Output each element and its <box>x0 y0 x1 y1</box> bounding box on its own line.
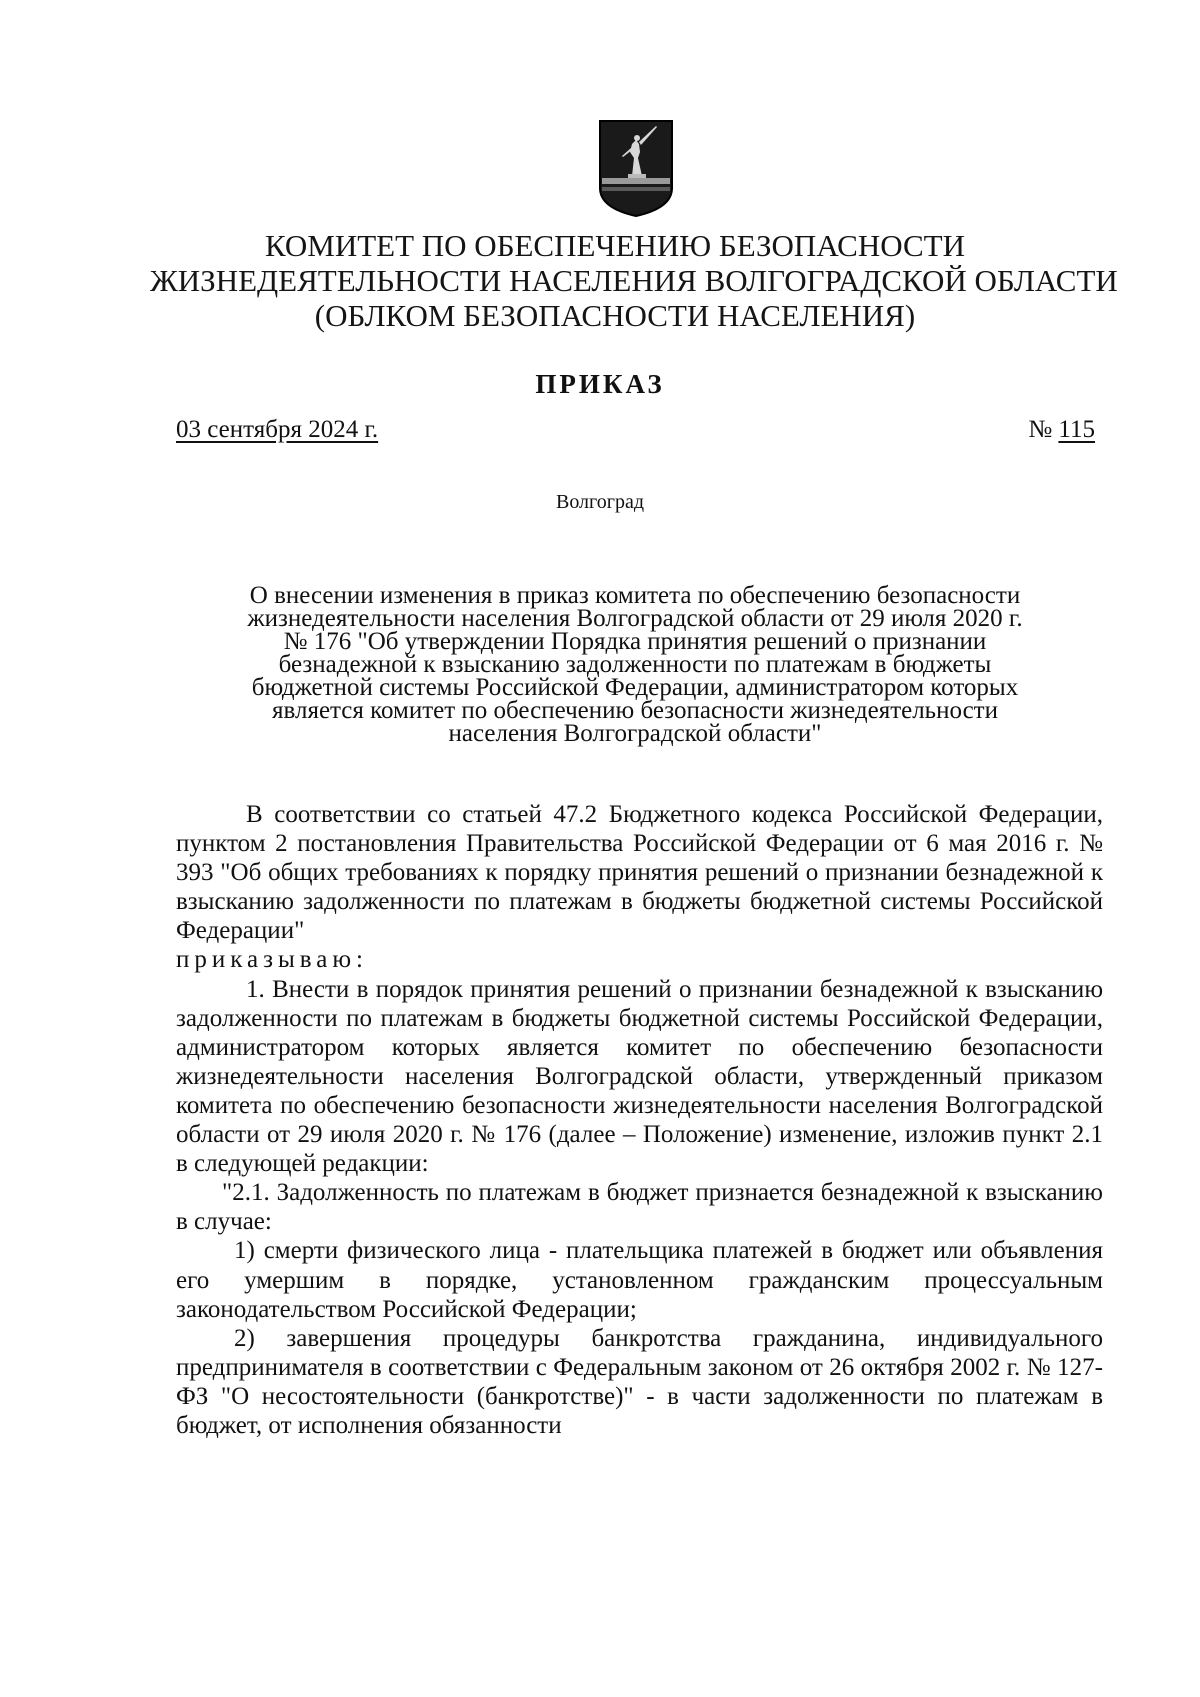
agency-name <box>150 228 1118 333</box>
number-prefix: № <box>1028 416 1053 443</box>
subject-line: безнадежной к взысканию задолженности по платежам в бюджеты <box>278 651 992 678</box>
document-type-title: ПРИКАЗ <box>535 369 665 399</box>
subitem-2-paragraph: 2) завершения процедуры банкротства гражданина, индивидуального предпринимателя в соответствии с Федеральным законом от 26 октября 2002 г. № 127-ФЗ "О несостоятельности (банкротстве)" - в части задолженности по платежам в бюджет, от исполнения обязанности <box>176 1324 1103 1439</box>
subject-line: бюджетной системы Российской Федерации, администратором которых <box>251 674 1019 701</box>
order-word: приказываю: <box>176 946 368 974</box>
volgograd-coat-of-arms-icon <box>596 118 676 218</box>
subject-line: является комитет по обеспечению безопасности жизнедеятельности <box>272 697 998 724</box>
agency-line: ЖИЗНЕДЕЯТЕЛЬНОСТИ НАСЕЛЕНИЯ ВОЛГОГРАДСКОЙ ОБЛАСТИ <box>150 263 1118 298</box>
preamble-paragraph: В соответствии со статьей 47.2 Бюджетного кодекса Российской Федерации, пунктом 2 постановления Правительства Российской Федерации от 6 мая 2016 г. № 393 "Об общих требованиях к порядку принятия решений о признании безнадежной к взысканию задолженности по платежам в бюджеты бюджетной системы Российской Федерации" <box>176 801 1103 945</box>
document-subject <box>175 584 1095 745</box>
subject-line: населения Волгоградской области" <box>448 720 822 747</box>
subject-line: жизнедеятельности населения Волгоградской области от 29 июля 2020 г. <box>247 605 1023 632</box>
document-date: 03 сентября 2024 г. <box>176 416 379 443</box>
subject-line: О внесении изменения в приказ комитета по обеспечению безопасности <box>249 582 1021 609</box>
agency-line: КОМИТЕТ ПО ОБЕСПЕЧЕНИЮ БЕЗОПАСНОСТИ <box>264 228 965 263</box>
document-city: Волгоград <box>555 491 645 513</box>
item-2-1-paragraph: "2.1. Задолженность по платежам в бюджет признается безнадежной к взысканию в случае: <box>176 1179 1103 1236</box>
subitem-1-paragraph: 1) смерти физического лица - плательщика платежей в бюджет или объявления его умершим в порядке, установленном гражданским процессуальным законодательством Российской Федерации; <box>176 1237 1103 1323</box>
item-1-paragraph: 1. Внести в порядок принятия решений о признании безнадежной к взысканию задолженности по платежам в бюджеты бюджетной системы Российской Федерации, администратором которых является комитет по обеспечению безопасности жизнедеятельности населения Волгоградской области, утвержденный приказом комитета по обеспечению безопасности жизнедеятельности населения Волгоградской области от 29 июля 2020 г. № 176 (далее – Положение) изменение, изложив пункт 2.1 в следующей редакции: <box>176 975 1103 1178</box>
document-number <box>1028 416 1095 444</box>
number-value: 115 <box>1058 416 1095 443</box>
document-body <box>176 800 1103 1440</box>
subject-line: № 176 "Об утверждении Порядка принятия решений о признании <box>283 628 987 655</box>
agency-line: (ОБЛКОМ БЕЗОПАСНОСТИ НАСЕЛЕНИЯ) <box>314 298 916 333</box>
